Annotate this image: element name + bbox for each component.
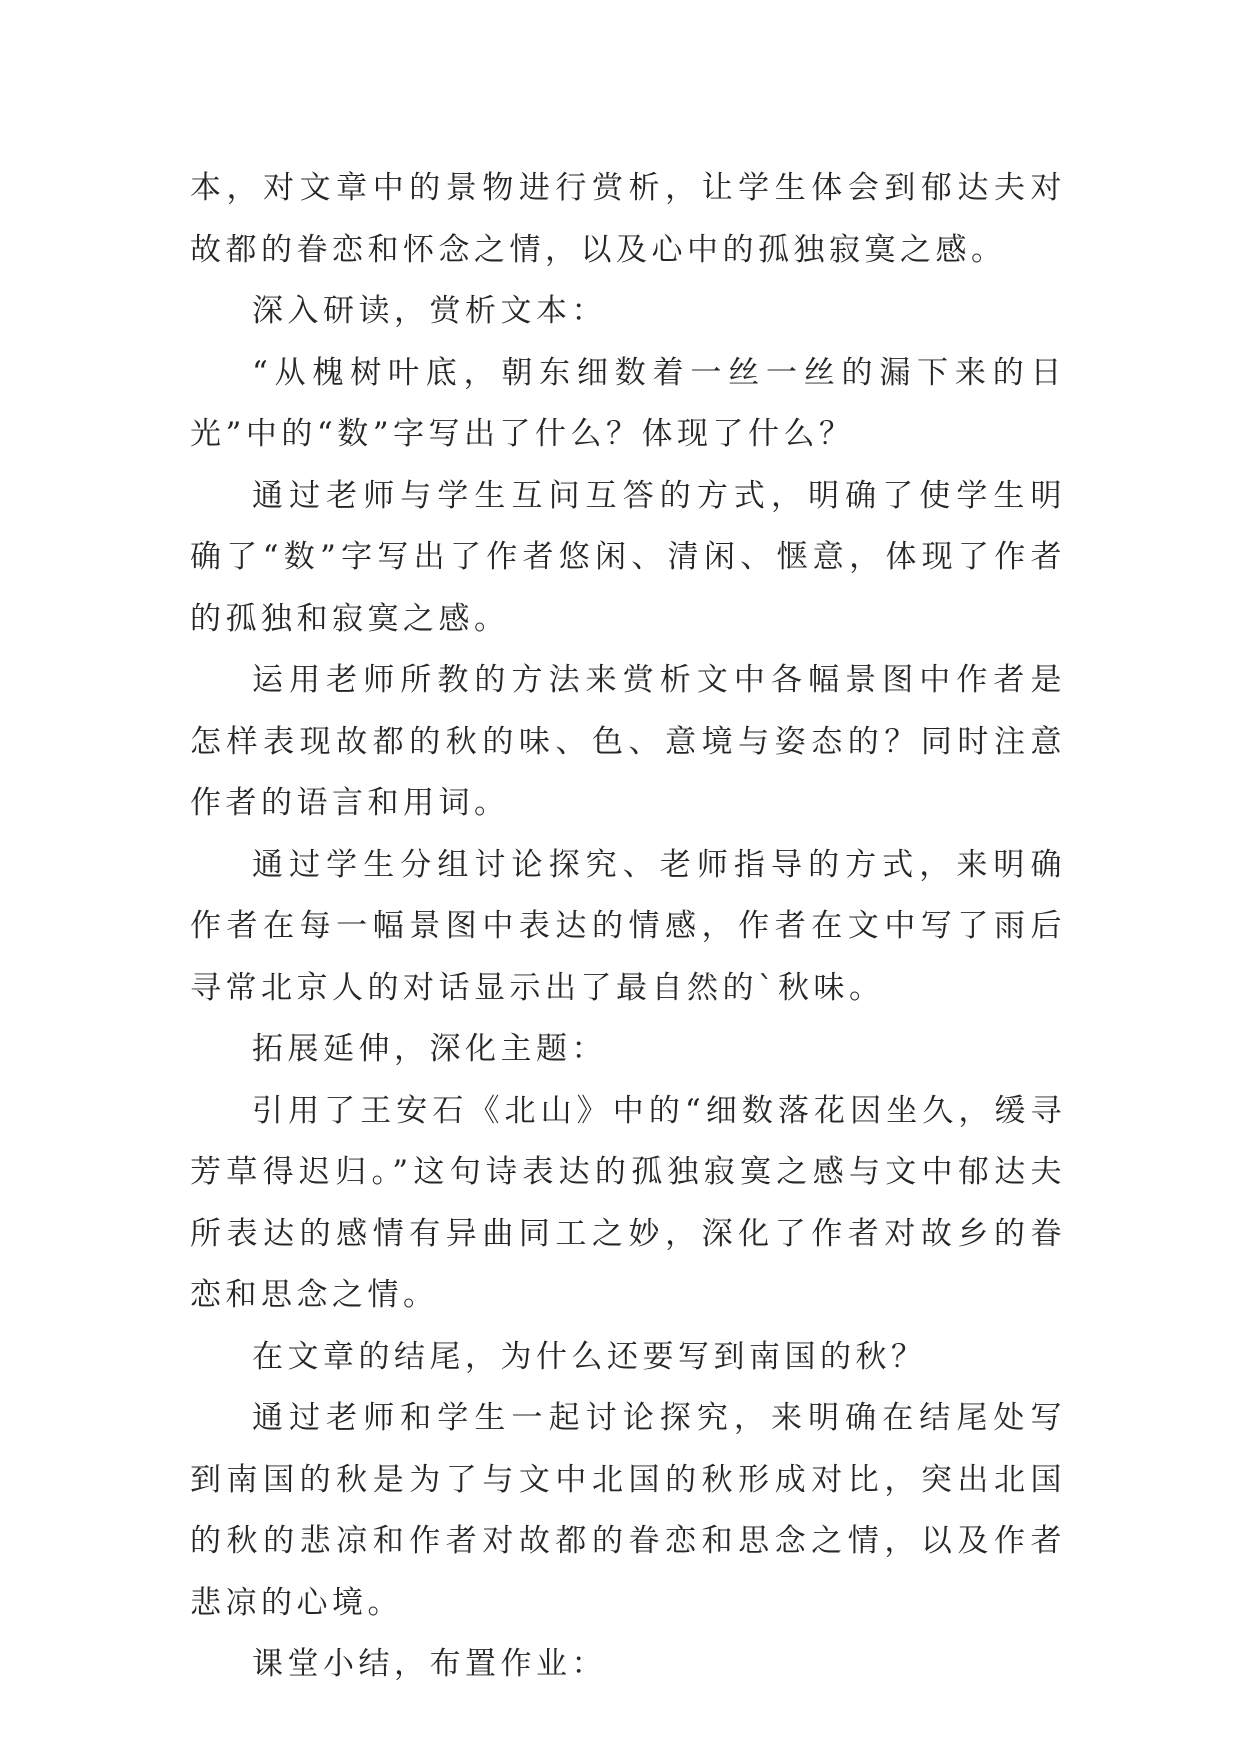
paragraph-question-ending: 在文章的结尾，为什么还要写到南国的秋？	[252, 1338, 927, 1375]
paragraph-answer-shu: 通过老师与学生互问互答的方式，明确了使学生明确了“数”字写出了作者悠闲、清闲、惬意，体现了作者的孤独和寂寞之感。	[190, 477, 1066, 637]
paragraph-heading-summary: 课堂小结，布置作业：	[252, 1646, 607, 1682]
document-body	[190, 158, 1066, 1696]
paragraph-discussion-scenes: 通过学生分组讨论探究、老师指导的方式，来明确作者在每一幅景图中表达的情感，作者在文中写了雨后寻常北京人的对话显示出了最自然的`秋味。	[190, 846, 1066, 1006]
paragraph-task-scenes: 运用老师所教的方法来赏析文中各幅景图中作者是怎样表现故都的秋的味、色、意境与姿态的？同时注意作者的语言和用词。	[190, 662, 1066, 821]
paragraph-continued-objective: 本，对文章中的景物进行赏析，让学生体会到郁达夫对故都的眷恋和怀念之情，以及心中的孤独寂寞之感。	[190, 170, 1066, 268]
paragraph-question-shu: “从槐树叶底，朝东细数着一丝一丝的漏下来的日光”中的“数”字写出了什么？体现了什么？	[190, 354, 1066, 452]
paragraph-heading-extend: 拓展延伸，深化主题：	[252, 1031, 607, 1067]
paragraph-answer-ending: 通过老师和学生一起讨论探究，来明确在结尾处写到南国的秋是为了与文中北国的秋形成对比，突出北国的秋的悲凉和作者对故都的眷恋和思念之情，以及作者悲凉的心境。	[190, 1400, 1066, 1621]
paragraph-heading-study: 深入研读，赏析文本：	[252, 293, 607, 329]
paragraph-poem-citation: 引用了王安石《北山》中的“细数落花因坐久，缓寻芳草得迟归。”这句诗表达的孤独寂寞之感与文中郁达夫所表达的感情有异曲同工之妙，深化了作者对故乡的眷恋和思念之情。	[190, 1092, 1066, 1313]
